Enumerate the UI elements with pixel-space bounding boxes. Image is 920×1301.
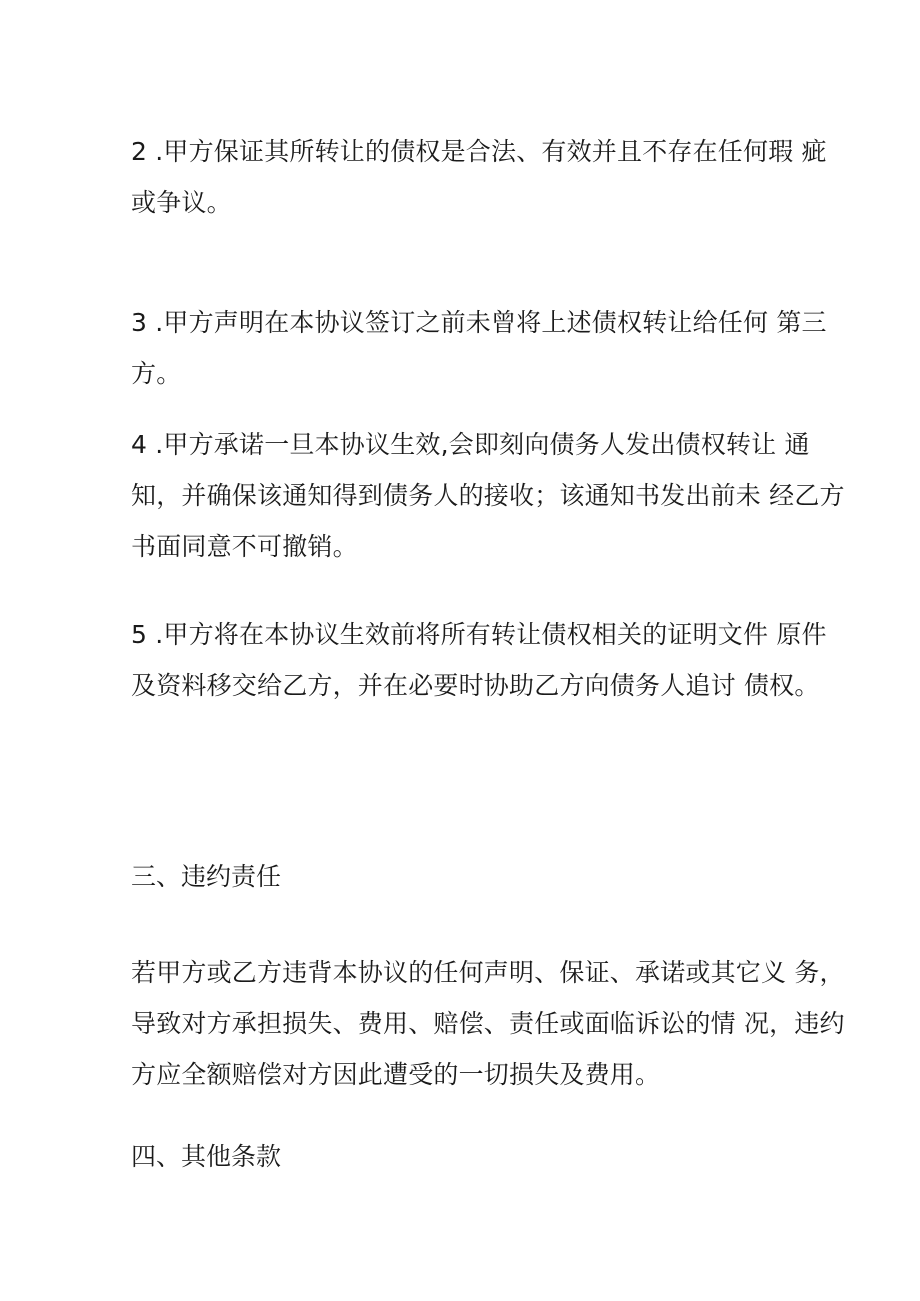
clause-3 xyxy=(131,297,827,399)
clause-4 xyxy=(131,419,845,572)
section-3-line-1: 若甲方或乙方违背本协议的任何声明、保证、承诺或其它义 务， xyxy=(131,958,845,987)
section-3-line-2: 导致对方承担损失、费用、赔偿、责任或面临诉讼的情 况，违约 xyxy=(131,1009,845,1038)
clause-4-line-1: 4 .甲方承诺一旦本协议生效,会即刻向债务人发出债权转让 通 xyxy=(131,430,810,459)
section-3-line-3: 方应全额赔偿对方因此遭受的一切损失及费用。 xyxy=(131,1060,661,1089)
clause-5-line-1: 5 .甲方将在本协议生效前将所有转让债权相关的证明文件 原件 xyxy=(131,620,827,649)
clause-2 xyxy=(131,126,827,228)
clause-4-line-2: 知，并确保该通知得到债务人的接收；该通知书发出前未 经乙方 xyxy=(131,481,845,510)
clause-3-line-1: 3 .甲方声明在本协议签订之前未曾将上述债权转让给任何 第三 xyxy=(131,308,827,337)
clause-4-line-3: 书面同意不可撤销。 xyxy=(131,532,358,561)
section-3-body xyxy=(131,947,845,1100)
clause-5-line-2: 及资料移交给乙方，并在必要时协助乙方向债务人追讨 债权。 xyxy=(131,671,820,700)
clause-5 xyxy=(131,609,827,711)
section-3-heading: 三、违约责任 xyxy=(131,862,282,891)
section-4-heading: 四、其他条款 xyxy=(131,1142,282,1171)
clause-3-line-2: 方。 xyxy=(131,359,182,388)
clause-2-line-2: 或争议。 xyxy=(131,188,232,217)
clause-2-line-1: 2 .甲方保证其所转让的债权是合法、有效并且不存在任何瑕 疵 xyxy=(131,137,827,166)
